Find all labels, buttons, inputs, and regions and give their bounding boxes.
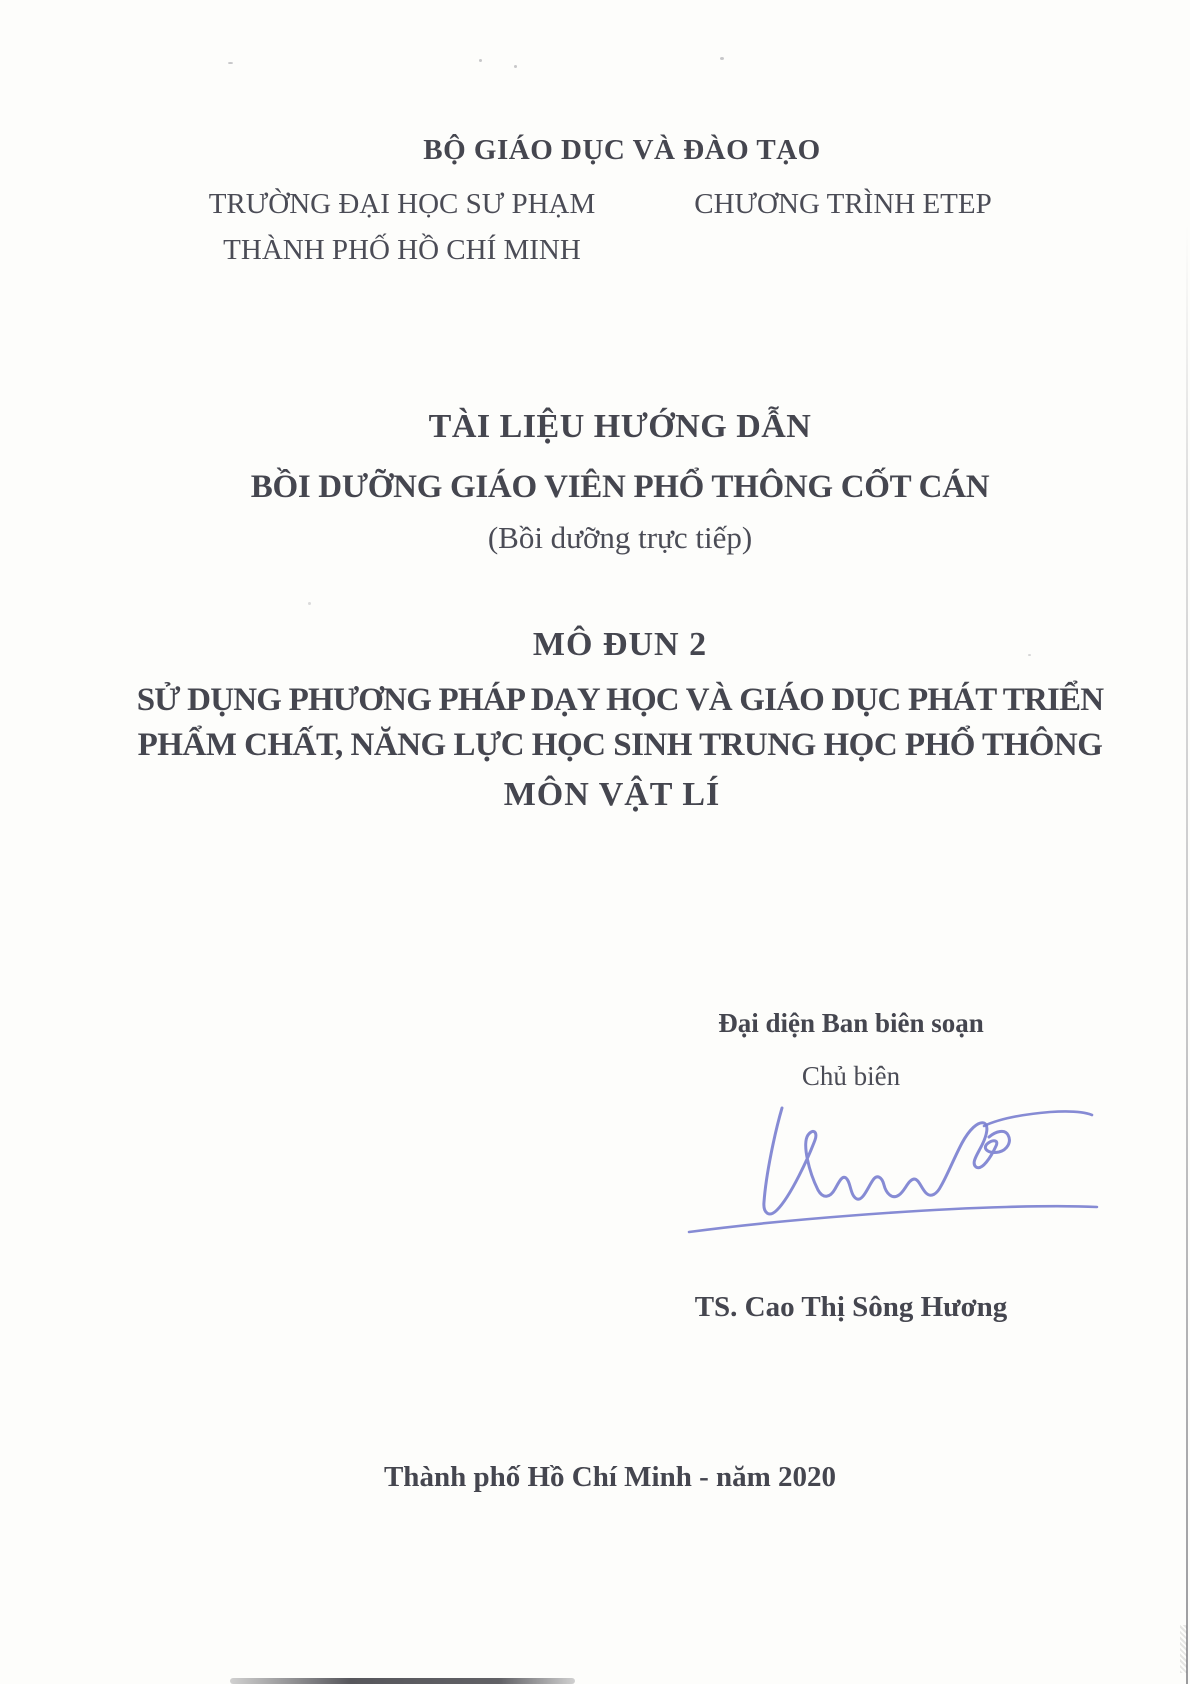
scan-edge-line xyxy=(1186,225,1188,1684)
scan-edge-noise xyxy=(1180,1625,1187,1673)
signature-scribble xyxy=(764,1108,1010,1214)
signer-name: TS. Cao Thị Sông Hương xyxy=(694,1291,1008,1323)
module-title-line2: PHẨM CHẤT, NĂNG LỰC HỌC SINH TRUNG HỌC PHỔ THÔNG xyxy=(137,727,1103,763)
handwritten-signature xyxy=(676,1096,1101,1241)
university-name-line1: TRƯỜNG ĐẠI HỌC SƯ PHẠM xyxy=(208,188,596,220)
signature-underline xyxy=(689,1206,1097,1232)
document-title-line2: BỒI DƯỠNG GIÁO VIÊN PHỔ THÔNG CỐT CÁN xyxy=(250,469,990,505)
scan-speck xyxy=(228,62,233,64)
scan-speck xyxy=(514,65,517,68)
university-name xyxy=(152,181,652,273)
scan-speck xyxy=(308,602,311,605)
signature-tail xyxy=(984,1111,1092,1126)
document-subtitle: (Bồi dưỡng trực tiếp) xyxy=(487,520,753,555)
subject-title: MÔN VẬT LÍ xyxy=(503,776,721,813)
chief-editor-label: Chủ biên xyxy=(801,1061,901,1091)
program-name: CHƯƠNG TRÌNH ETEP xyxy=(694,188,992,220)
ministry-title: BỘ GIÁO DỤC VÀ ĐÀO TẠO xyxy=(423,134,821,166)
scan-bottom-smudge xyxy=(230,1678,575,1684)
scan-speck xyxy=(479,59,482,62)
editorial-board-heading: Đại diện Ban biên soạn xyxy=(718,1008,984,1038)
scan-speck xyxy=(720,57,724,60)
module-title-line1: SỬ DỤNG PHƯƠNG PHÁP DẠY HỌC VÀ GIÁO DỤC PHÁT TRIỂN xyxy=(136,682,1104,718)
scan-speck xyxy=(1028,654,1031,656)
place-and-year: Thành phố Hồ Chí Minh - năm 2020 xyxy=(383,1461,837,1493)
university-name-line2: THÀNH PHỐ HỒ CHÍ MINH xyxy=(223,234,581,266)
document-title-line1: TÀI LIỆU HƯỚNG DẪN xyxy=(428,408,812,445)
module-number: MÔ ĐUN 2 xyxy=(532,626,708,663)
